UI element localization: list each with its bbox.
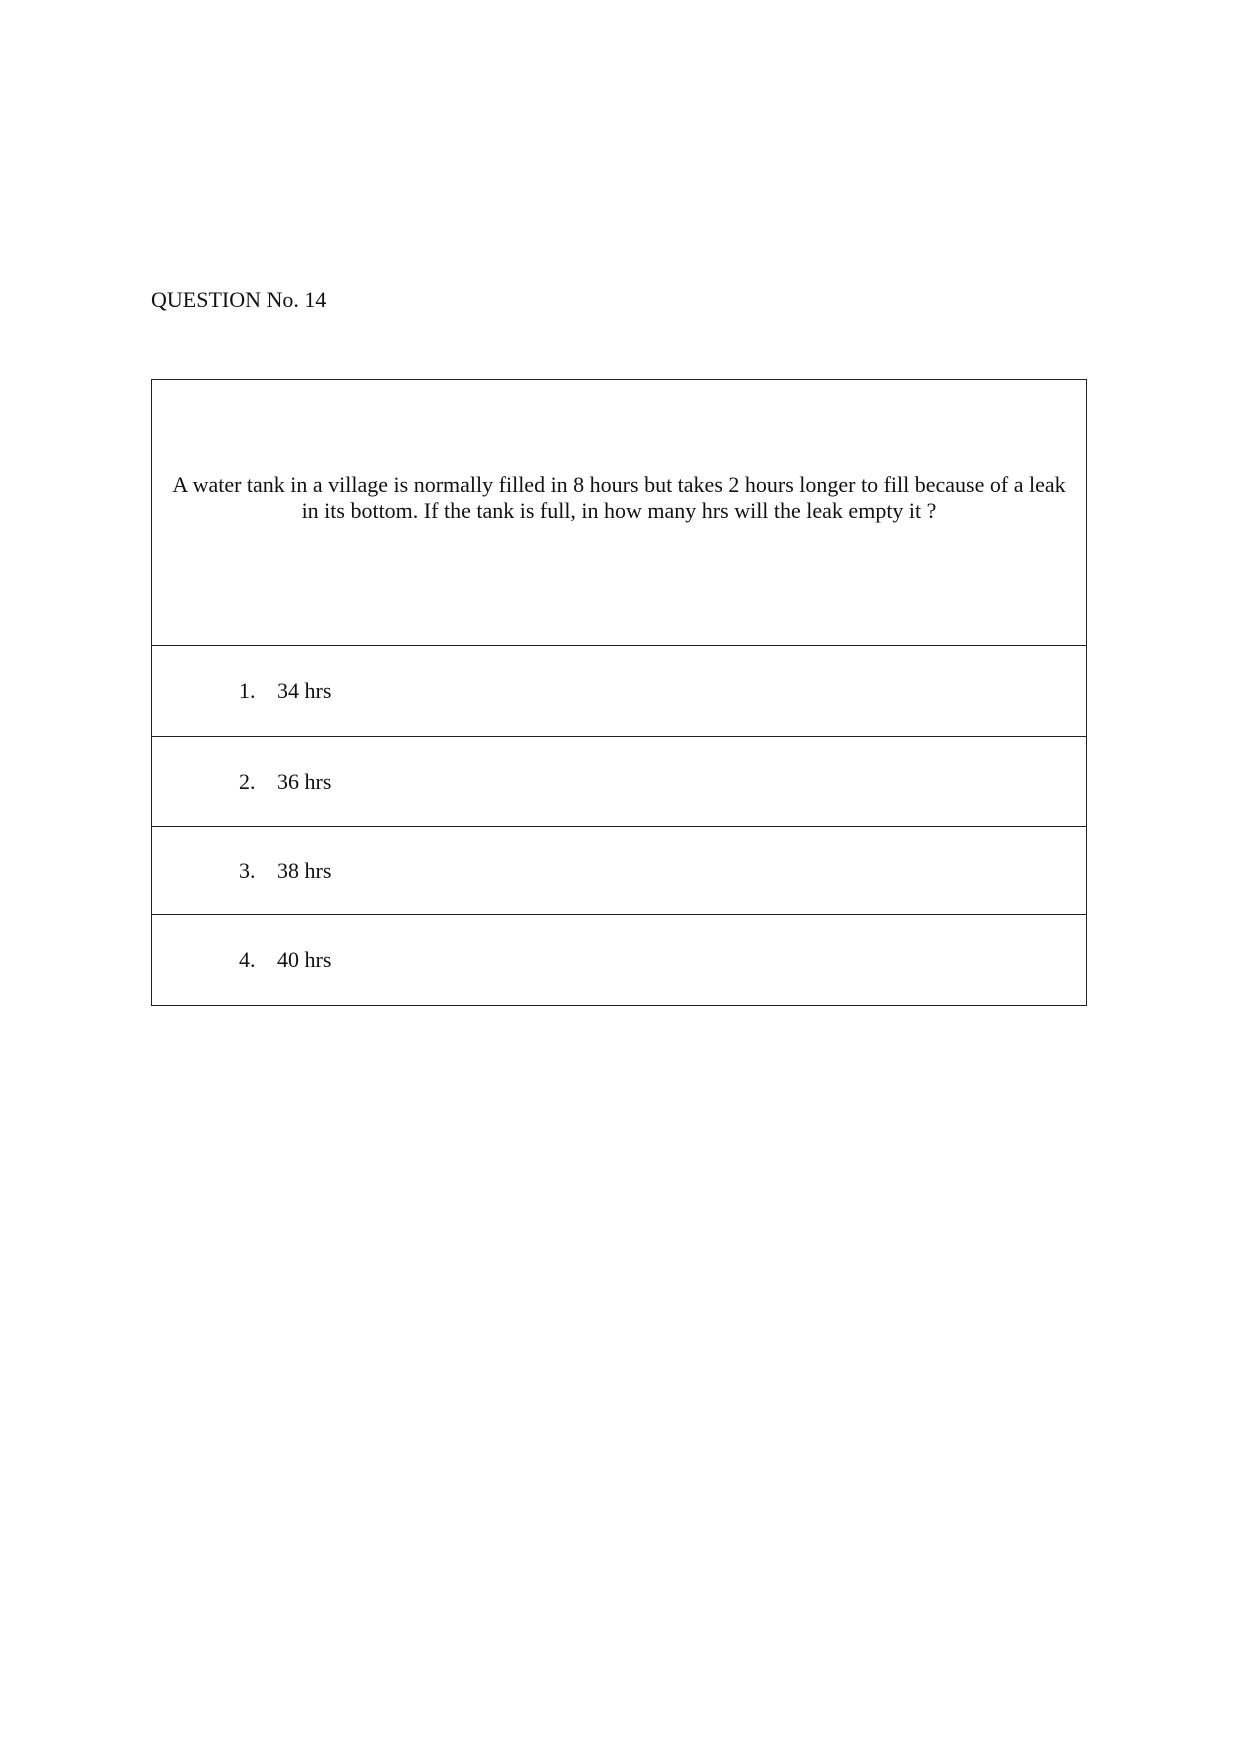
option-number: 4. <box>239 947 256 972</box>
option-text: 40 hrs <box>277 947 332 972</box>
question-cell <box>152 380 1086 646</box>
option-number: 3. <box>239 857 256 883</box>
option-row-3 <box>152 827 1086 915</box>
question-table <box>151 379 1087 1006</box>
question-heading: QUESTION No. 14 <box>151 287 327 312</box>
option-row-4 <box>152 915 1086 1005</box>
option-row-2 <box>152 737 1086 827</box>
option-number: 2. <box>239 768 256 794</box>
option-text: 36 hrs <box>277 768 332 794</box>
option-row-1 <box>152 646 1086 737</box>
option-text: 34 hrs <box>277 678 332 703</box>
option-text: 38 hrs <box>277 857 332 883</box>
question-text: A water tank in a village is normally filled in 8 hours but takes 2 hours longer to fill because of a leak in its bottom. If the tank is full, in how many hrs will the leak empty it ? <box>172 471 1066 523</box>
option-number: 1. <box>239 678 256 703</box>
